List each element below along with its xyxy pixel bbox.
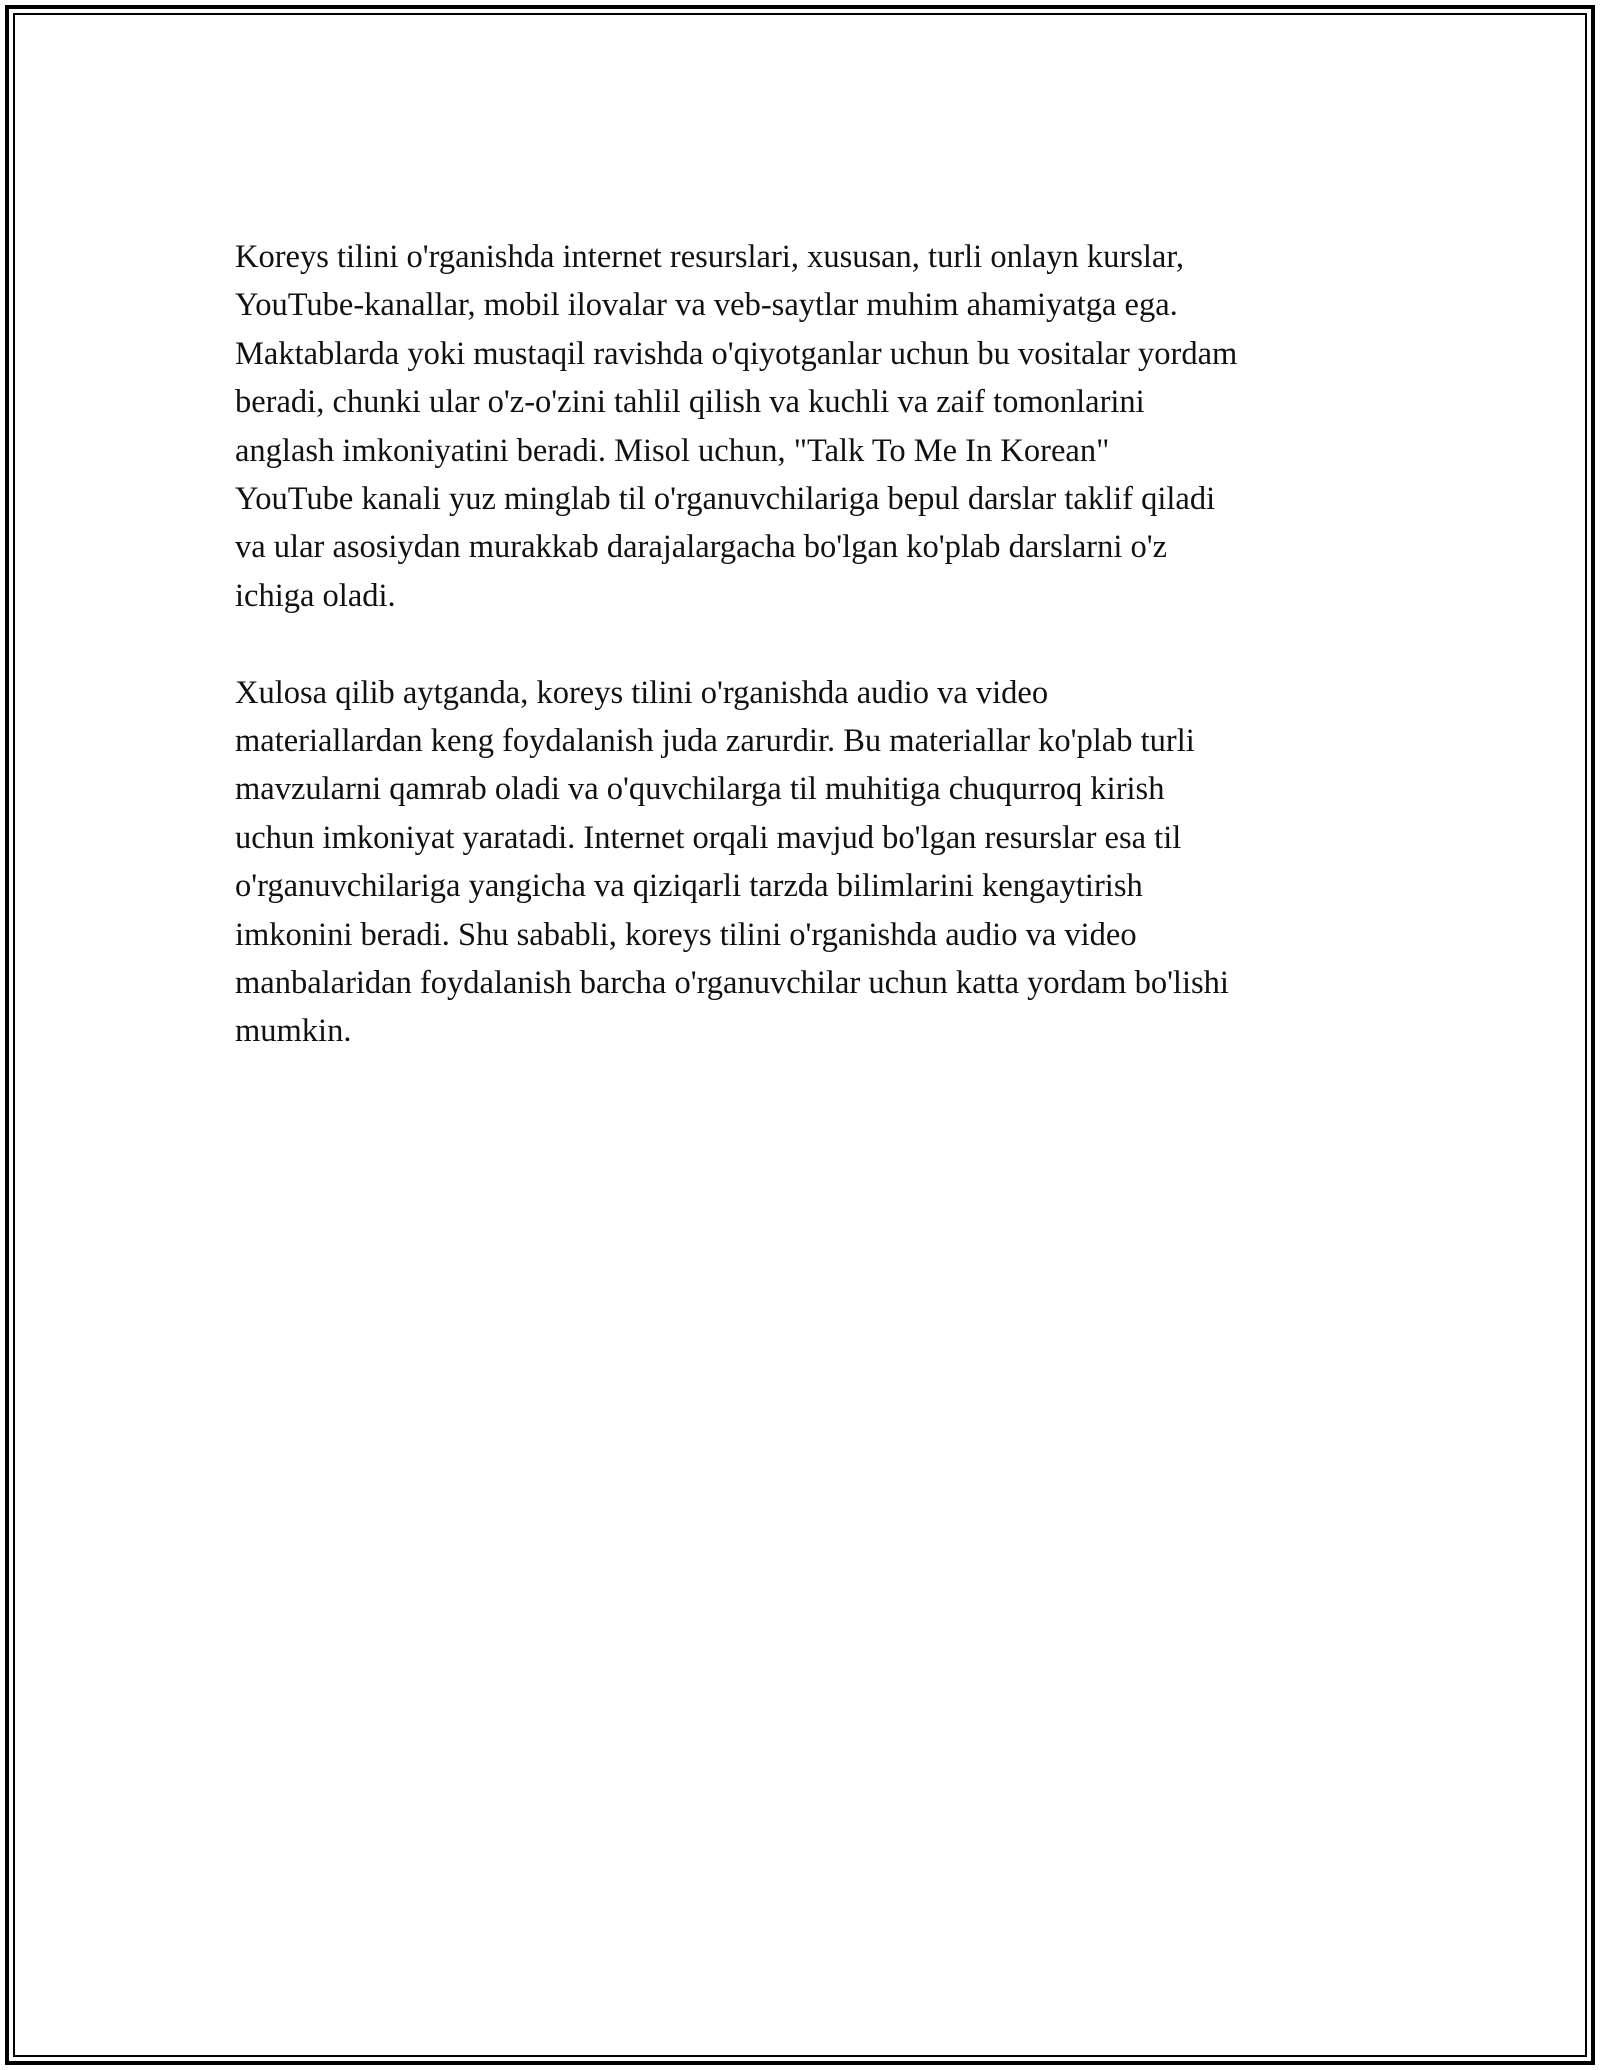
paragraph-conclusion bbox=[235, 669, 1375, 1056]
text-line: Maktablarda yoki mustaqil ravishda o'qiyotganlar uchun bu vositalar yordam bbox=[235, 335, 1238, 372]
document-body bbox=[235, 233, 1375, 1104]
text-line: anglash imkoniyatini beradi. Misol uchun, "Talk To Me In Korean" bbox=[235, 432, 1110, 469]
text-line: Xulosa qilib aytganda, koreys tilini o'rganishda audio va video bbox=[235, 674, 1049, 711]
text-line: va ular asosiydan murakkab darajalargacha bo'lgan ko'plab darslarni o'z bbox=[235, 529, 1168, 566]
text-line: uchun imkoniyat yaratadi. Internet orqali mavjud bo'lgan resurslar esa til bbox=[235, 819, 1182, 856]
text-line: mavzularni qamrab oladi va o'quvchilarga til muhitiga chuqurroq kirish bbox=[235, 771, 1165, 808]
text-line: manbalaridan foydalanish barcha o'rganuvchilar uchun katta yordam bo'lishi bbox=[235, 965, 1229, 1002]
paragraph-internet-resources bbox=[235, 233, 1375, 620]
text-line: imkonini beradi. Shu sababli, koreys tilini o'rganishda audio va video bbox=[235, 916, 1137, 953]
text-line: o'rganuvchilariga yangicha va qiziqarli tarzda bilimlarini kengaytirish bbox=[235, 868, 1143, 905]
text-line: ichiga oladi. bbox=[235, 577, 396, 614]
text-line: YouTube kanali yuz minglab til o'rganuvchilariga bepul darslar taklif qiladi bbox=[235, 481, 1216, 518]
text-line: mumkin. bbox=[235, 1013, 352, 1050]
text-line: beradi, chunki ular o'z-o'zini tahlil qilish va kuchli va zaif tomonlarini bbox=[235, 384, 1145, 421]
text-line: materiallardan keng foydalanish juda zarurdir. Bu materiallar ko'plab turli bbox=[235, 723, 1195, 760]
text-line: YouTube-kanallar, mobil ilovalar va veb-saytlar muhim ahamiyatga ega. bbox=[235, 287, 1178, 324]
text-line: Koreys tilini o'rganishda internet resurslari, xususan, turli onlayn kurslar, bbox=[235, 239, 1184, 275]
